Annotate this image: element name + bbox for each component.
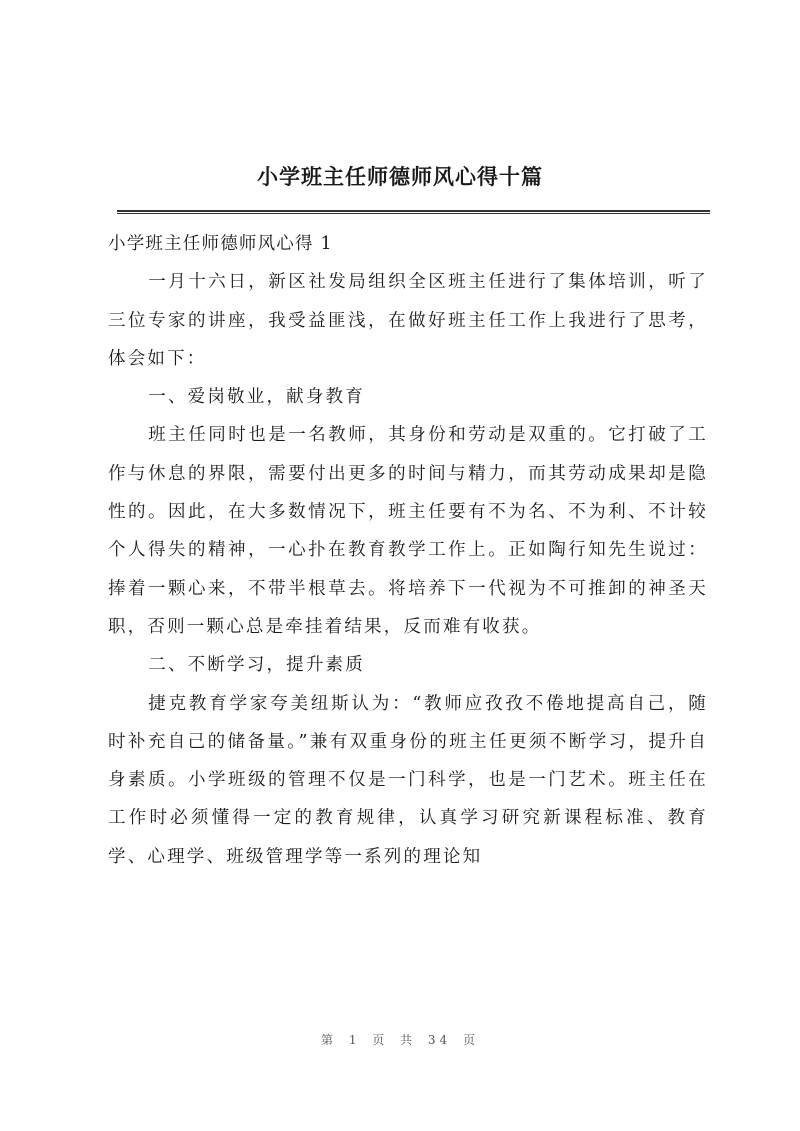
title-divider (117, 210, 710, 214)
document-title: 小学班主任师德师风心得十篇 (257, 164, 543, 189)
paragraph-point-2: 捷克教育学家夸美纽斯认为：“教师应孜孜不倦地提高自己，随时补充自己的储备量。”兼有双重身份的班主任更须不断学习，提升自身素质。小学班级的管理不仅是一门科学，也是一门艺术。班主任在工作时必须懂得一定的教育规律，认真学习研究新课程标准、教育学、心理学、班级管理学等一系列的理论知 (108, 693, 708, 867)
page-number: 第 1 页 共 34 页 (321, 1033, 479, 1047)
paragraph-intro: 一月十六日，新区社发局组织全区班主任进行了集体培训，听了三位专家的讲座，我受益匪浅，在做好班主任工作上我进行了思考，体会如下： (108, 272, 708, 369)
document-body (108, 225, 708, 876)
heading-point-1: 一、爱岗敬业，献身教育 (148, 387, 365, 408)
section-title: 小学班主任师德师风心得 1 (108, 234, 333, 254)
heading-point-2: 二、不断学习，提升素质 (148, 655, 365, 676)
paragraph-point-1: 班主任同时也是一名教师，其身份和劳动是双重的。它打破了工作与休息的界限，需要付出更多的时间与精力，而其劳动成果却是隐性的。因此，在大多数情况下，班主任要有不为名、不为利、不计较个人得失的精神，一心扑在教育教学工作上。正如陶行知先生说过：捧着一颗心来，不带半根草去。将培养下一代视为不可推卸的神圣天职，否则一颗心总是牵挂着结果，反而难有收获。 (108, 425, 708, 637)
